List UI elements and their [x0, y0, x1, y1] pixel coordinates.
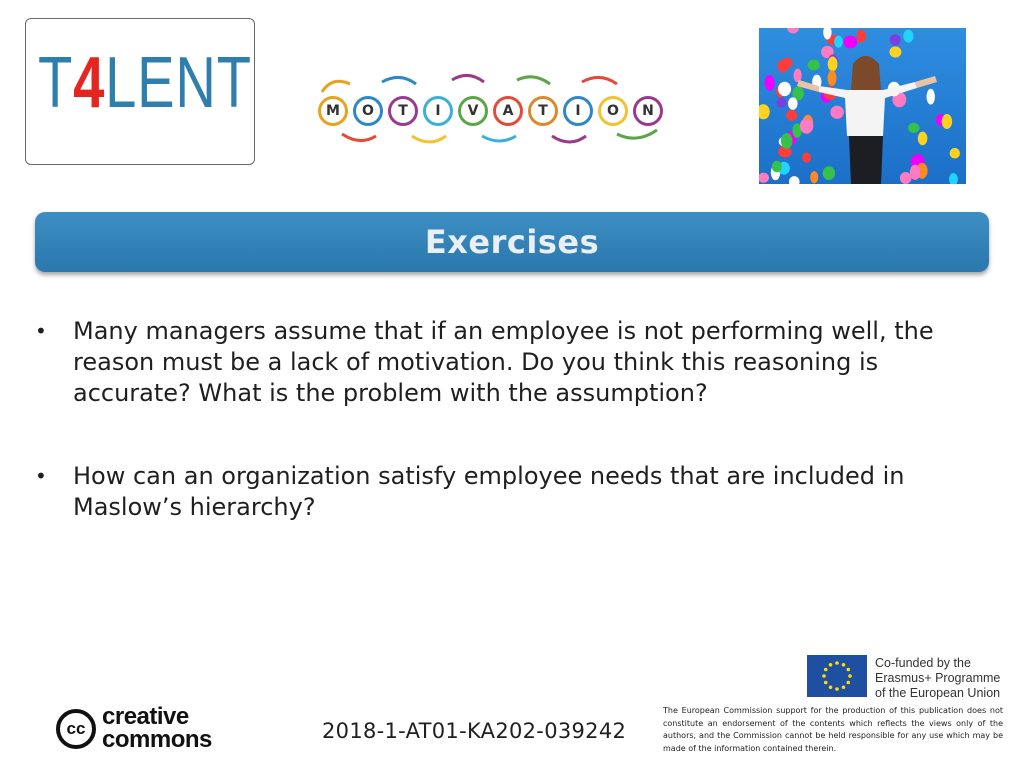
balloon-shape	[810, 171, 818, 183]
page-title: Exercises	[424, 223, 600, 261]
eu-star-icon	[829, 685, 833, 689]
eu-star-icon	[835, 687, 839, 691]
cc-line2: commons	[102, 726, 212, 753]
section-banner	[35, 212, 989, 272]
motivation-letter: T	[388, 96, 418, 126]
motivation-letters	[318, 96, 663, 126]
balloon-shape	[918, 132, 928, 146]
eu-star-icon	[846, 668, 850, 672]
motivation-letter: T	[528, 96, 558, 126]
eu-cofunding-logo	[807, 655, 1007, 701]
logo-part-4: 4	[73, 43, 106, 123]
balloon-shape	[823, 166, 835, 180]
balloons-woman-photo	[759, 28, 966, 184]
balloon-shape	[778, 82, 791, 96]
motivation-letter: V	[458, 96, 488, 126]
cc-icon: cc	[56, 709, 96, 749]
eu-star-icon	[824, 681, 828, 685]
eu-star-icon	[842, 685, 846, 689]
balloon-shape	[802, 153, 811, 163]
cc-line1: creative	[102, 703, 189, 730]
list-item	[35, 461, 995, 523]
balloon-shape	[794, 69, 802, 83]
balloon-shape	[828, 57, 838, 72]
eu-line3: of the European Union	[875, 686, 1001, 700]
bullet-marker: •	[35, 464, 47, 488]
balloon-shape	[781, 133, 793, 149]
eu-star-icon	[829, 663, 833, 667]
balloon-shape	[800, 118, 813, 134]
eu-text	[875, 656, 1000, 701]
balloon-shape	[910, 165, 921, 180]
balloon-shape	[843, 36, 857, 49]
balloon-shape	[772, 161, 782, 172]
balloon-shape	[765, 75, 775, 91]
t4lent-logo	[25, 18, 255, 165]
list-item-text: How can an organization satisfy employee needs that are included in Maslow’s hierarchy?	[73, 462, 905, 521]
cc-wordmark	[102, 705, 212, 751]
logo-part-t: T	[38, 43, 74, 123]
eu-star-icon	[824, 668, 828, 672]
motivation-letter: O	[353, 96, 383, 126]
balloon-shape	[942, 114, 952, 129]
eu-star-icon	[842, 663, 846, 667]
exercise-list	[35, 316, 995, 523]
bullet-marker: •	[35, 319, 47, 343]
balloon-shape	[828, 70, 837, 86]
list-item	[35, 316, 995, 409]
motivation-graphic	[312, 70, 672, 150]
balloon-shape	[900, 172, 912, 184]
balloon-shape	[889, 47, 901, 58]
project-code: 2018-1-AT01-KA202-039242	[322, 719, 627, 743]
balloon-shape	[857, 30, 867, 43]
logo-part-lent: LENT	[105, 43, 252, 123]
balloon-shape	[908, 123, 919, 133]
eu-star-icon	[848, 674, 852, 678]
logo-text	[38, 43, 252, 123]
disclaimer-text: The European Commission support for the production of this publication does not constitute an endorsement of the contents which reflects the views only of the authors, and the Commission cannot be held responsible for any use which may be made of the information contained therein.	[663, 706, 1003, 753]
eu-star-icon	[835, 661, 839, 665]
motivation-letter: I	[563, 96, 593, 126]
eu-flag-icon	[807, 655, 867, 697]
balloon-shape	[830, 106, 843, 119]
motivation-letter: O	[598, 96, 628, 126]
balloon-shape	[786, 110, 797, 121]
balloon-shape	[950, 148, 960, 159]
eu-star-icon	[822, 674, 826, 678]
balloon-shape	[808, 60, 820, 71]
balloon-shape	[782, 58, 793, 69]
eu-line1: Co-funded by the	[875, 656, 971, 670]
list-item-text: Many managers assume that if an employee is not performing well, the reason must be a lack of motivation. Do you think this reasoning is accurate? What is the problem with the assumption?	[73, 317, 934, 407]
balloon-shape	[903, 30, 913, 43]
creative-commons-logo	[56, 705, 256, 757]
motivation-letter: I	[423, 96, 453, 126]
balloon-shape	[890, 34, 901, 45]
balloon-shape	[834, 36, 843, 48]
balloon-shape	[788, 97, 798, 109]
motivation-letter: M	[318, 96, 348, 126]
balloon-shape	[776, 98, 786, 108]
eu-star-icon	[846, 681, 850, 685]
balloon-shape	[927, 89, 935, 105]
motivation-letter: N	[633, 96, 663, 126]
motivation-letter: A	[493, 96, 523, 126]
eu-line2: Erasmus+ Programme	[875, 671, 1001, 685]
balloons-photo-icon	[759, 28, 966, 184]
